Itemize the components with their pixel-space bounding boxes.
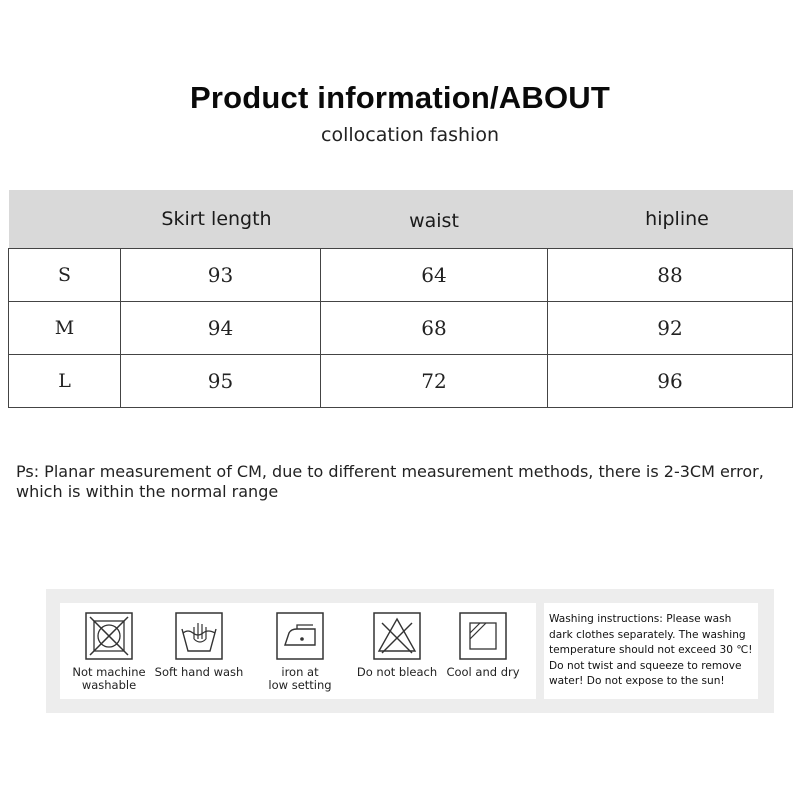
table-header-row bbox=[9, 190, 793, 249]
care-item-cool-dry bbox=[438, 611, 528, 679]
table-row bbox=[9, 249, 793, 302]
skirt-length-cell: 93 bbox=[121, 249, 321, 302]
waist-cell: 72 bbox=[321, 355, 548, 408]
column-header-hipline: hipline bbox=[548, 190, 793, 249]
care-label: Soft hand wash bbox=[154, 665, 244, 679]
care-label: Not machine washable bbox=[72, 665, 146, 692]
page-title: Product information/ABOUT bbox=[189, 80, 611, 115]
care-label: Do not bleach bbox=[356, 665, 438, 679]
hipline-cell: 96 bbox=[548, 355, 793, 408]
care-item-no-bleach bbox=[352, 611, 442, 679]
care-item-no-machine-wash bbox=[64, 611, 154, 692]
page-subtitle: collocation fashion bbox=[321, 124, 499, 146]
measurement-note: Ps: Planar measurement of CM, due to different measurement methods, there is 2-3CM error, which is within the normal range bbox=[16, 462, 764, 501]
column-header-waist: waist bbox=[321, 190, 548, 249]
no-machine-wash-icon bbox=[84, 611, 134, 661]
care-label: Cool and dry bbox=[446, 665, 520, 679]
care-icons-box bbox=[60, 603, 536, 699]
care-instructions-panel bbox=[46, 589, 774, 713]
no-bleach-icon bbox=[372, 611, 422, 661]
washing-instructions-box bbox=[544, 603, 758, 699]
care-item-iron-low bbox=[255, 611, 345, 692]
waist-cell: 68 bbox=[321, 302, 548, 355]
cool-dry-icon bbox=[458, 611, 508, 661]
size-cell: S bbox=[9, 249, 121, 302]
column-header-size bbox=[9, 190, 121, 249]
care-item-hand-wash bbox=[154, 611, 244, 679]
waist-cell: 64 bbox=[321, 249, 548, 302]
hipline-cell: 88 bbox=[548, 249, 793, 302]
table-row bbox=[9, 355, 793, 408]
iron-low-icon bbox=[275, 611, 325, 661]
skirt-length-cell: 95 bbox=[121, 355, 321, 408]
column-header-skirt-length: Skirt length bbox=[121, 190, 321, 249]
washing-instructions-text: Washing instructions: Please wash dark clothes separately. The washing temperature should not exceed 30 ℃! Do not twist and squeeze to remove water! Do not expose to the sun! bbox=[549, 613, 753, 687]
care-label: iron at low setting bbox=[268, 665, 332, 692]
table-row bbox=[9, 302, 793, 355]
hipline-cell: 92 bbox=[548, 302, 793, 355]
size-table bbox=[8, 190, 793, 408]
size-cell: M bbox=[9, 302, 121, 355]
skirt-length-cell: 94 bbox=[121, 302, 321, 355]
size-cell: L bbox=[9, 355, 121, 408]
hand-wash-icon bbox=[174, 611, 224, 661]
